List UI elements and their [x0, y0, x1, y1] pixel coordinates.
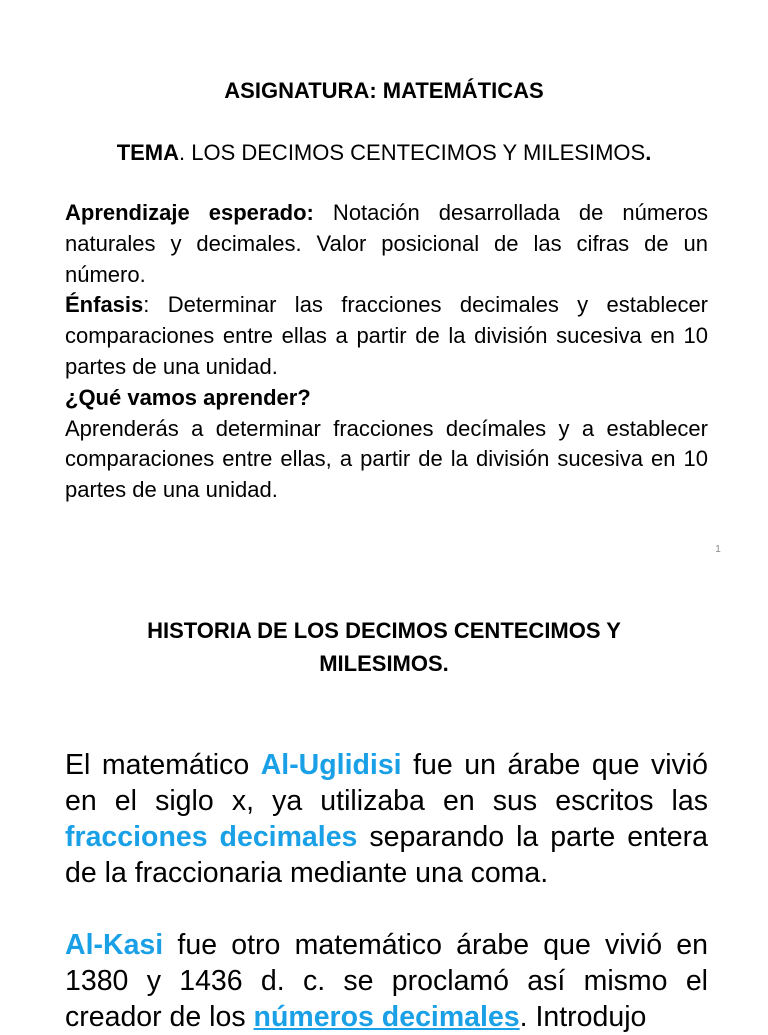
expected-learning-label: Aprendizaje esperado:: [65, 200, 314, 225]
p1-middle: fue un árabe que vivió en el siglo x, ya utilizaba en sus escritos las: [65, 749, 708, 817]
expected-learning-paragraph: [65, 198, 708, 290]
al-uglidisi-highlight: Al-Uglidisi: [260, 749, 402, 781]
topic-end: .: [645, 140, 652, 165]
history-paragraph-1: [65, 747, 708, 891]
topic-label: TEMA: [116, 140, 180, 165]
history-title-line-2: MILESIMOS.: [319, 651, 449, 676]
fracciones-decimales-highlight: fracciones decimales: [65, 821, 358, 853]
p1-intro: El matemático: [65, 749, 261, 781]
p2-text: fue otro matemático árabe que vivió en 1380 y 1436 d. c. se proclamó así mismo el creador de los: [65, 929, 708, 1033]
expected-learning-text: Notación desarrollada de números naturales y decimales. Valor posicional de las cifras de un número.: [65, 200, 709, 287]
subject-title: ASIGNATURA: MATEMÁTICAS: [224, 78, 544, 103]
answer-paragraph: Aprenderás a determinar fracciones decímales y a establecer comparaciones entre ellas, a partir de la división sucesiva en 10 partes de una unidad.: [65, 415, 708, 503]
al-kasi-highlight: Al-Kasi: [65, 929, 164, 961]
history-body: [65, 747, 708, 1035]
topic-text: . LOS DECIMOS CENTECIMOS Y MILESIMOS: [179, 140, 646, 165]
p1-end: separando la parte entera de la fraccionaria mediante una coma.: [65, 821, 708, 889]
document-page-2: [0, 575, 768, 1033]
history-title: [100, 614, 668, 680]
emphasis-label: Énfasis: [65, 292, 144, 318]
question-heading: ¿Qué vamos aprender?: [65, 384, 311, 410]
history-title-line-1: HISTORIA DE LOS DECIMOS CENTECIMOS Y: [147, 618, 621, 643]
emphasis-paragraph: [65, 290, 708, 382]
emphasis-text: : Determinar las fracciones decimales y establecer comparaciones entre ellas a partir de la división sucesiva en 10 partes de una unidad.: [65, 292, 708, 379]
history-paragraph-2: [65, 927, 708, 1035]
objectives-section: [65, 198, 708, 506]
topic-line: [0, 139, 768, 167]
page-number: 1: [715, 544, 721, 555]
p2-end: . Introdujo: [519, 1001, 647, 1033]
numeros-decimales-link[interactable]: números decimales: [253, 1001, 520, 1033]
paragraph-gap: [65, 891, 708, 927]
